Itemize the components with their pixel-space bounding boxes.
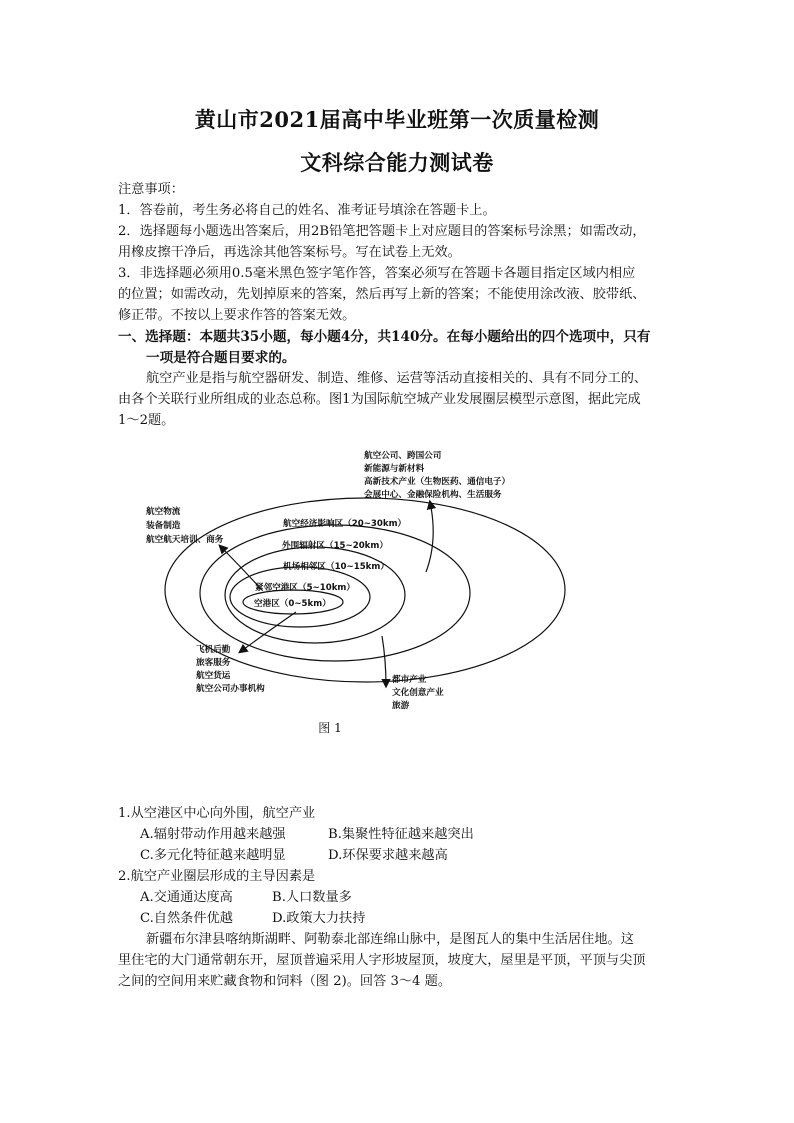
note-item: 的位置；如需改动，先划掉原来的答案，然后再写上新的答案；不能使用涂改液、胶带纸、 [118, 287, 646, 302]
top-right-item: 高新技术产业（生物医药、通信电子） [364, 477, 511, 487]
option: C.多元化特征越来越明显 [140, 848, 286, 863]
left-item: 航空航天培训、商务 [146, 535, 224, 545]
intro-paragraph: 航空产业是指与航空器研发、制造、维修、运营等活动直接相关的、具有不同分工的、 [146, 371, 648, 386]
top-right-item: 新能源与新材料 [364, 464, 425, 474]
option: B.集聚性特征越来越突出 [328, 827, 474, 842]
zone-label: 机场相邻区（10~15km） [283, 562, 389, 572]
notes-heading: 注意事项： [118, 182, 184, 197]
note-item: 2．选择题每小题选出答案后，用2B铅笔把答题卡上对应题目的答案标号涂黑；如需改动， [118, 224, 646, 239]
option: D.环保要求越来越高 [328, 848, 448, 863]
bottom-left-item: 航空货运 [196, 671, 231, 681]
option: D.政策大力扶持 [272, 911, 366, 926]
passage-paragraph: 之间的空间用来贮藏食物和饲料（图 2)。回答 3～4 题。 [118, 974, 452, 989]
option: A.辐射带动作用越来越强 [140, 827, 286, 842]
bottom-right-item: 旅游 [392, 701, 410, 711]
question-stem: 2.航空产业圈层形成的主导因素是 [118, 869, 316, 884]
note-item: 修正带。不按以上要求作答的答案无效。 [118, 308, 356, 323]
option: B.人口数量多 [272, 890, 352, 905]
top-right-item: 会展中心、金融保险机构、生活服务 [364, 490, 502, 500]
bottom-right-item: 文化创意产业 [392, 688, 444, 698]
left-item: 航空物流 [146, 507, 181, 517]
option: C.自然条件优越 [140, 911, 233, 926]
passage-paragraph: 里住宅的大门通常朝东开，屋顶普遍采用人字形坡屋顶，坡度大，屋里是平顶，平顶与尖顶 [118, 953, 646, 968]
arrow-to-top-right [426, 502, 433, 572]
intro-paragraph: 1～2题。 [118, 413, 175, 428]
note-item: 用橡皮擦干净后，再选涂其他答案标号。写在试卷上无效。 [118, 245, 461, 260]
page-title-line2: 文科综合能力测试卷 [300, 150, 494, 175]
question-stem: 1.从空港区中心向外围，航空产业 [118, 806, 316, 821]
arrow-to-bottom-right [382, 636, 386, 686]
section-heading: 一、选择题：本题共35小题，每小题4分，共140分。在每小题给出的四个选项中，只有 [118, 329, 651, 345]
option: A.交通通达度高 [140, 890, 233, 905]
section-heading-cont: 一项是符合题目要求的。 [146, 350, 296, 366]
zone-ring-1 [230, 567, 370, 627]
zone-label: 空港区（0~5km） [254, 599, 331, 609]
intro-paragraph: 由各个关联行业所组成的业态总称。图1为国际航空城产业发展圈层模型示意图，据此完成 [118, 392, 641, 407]
top-right-item: 航空公司、跨国公司 [364, 451, 442, 461]
page-title-line1: 黄山市2021届高中毕业班第一次质量检测 [194, 107, 600, 132]
figure-caption: 图 1 [318, 721, 342, 735]
arrow-to-bottom-left [240, 612, 296, 652]
zone-label: 外围辐射区（15~20km） [282, 541, 388, 551]
zone-label: 紧邻空港区（5~10km） [255, 583, 355, 593]
arrow-to-left [220, 546, 262, 590]
note-item: 3．非选择题必须用0.5毫米黑色签字笔作答，答案必须写在答题卡各题目指定区域内相应 [118, 266, 636, 281]
note-item: 1．答卷前，考生务必将自己的姓名、准考证号填涂在答题卡上。 [118, 203, 496, 218]
bottom-left-item: 航空公司办事机构 [196, 684, 265, 694]
bottom-left-item: 旅客服务 [196, 658, 231, 668]
bottom-right-item: 都市产业 [392, 675, 427, 685]
passage-paragraph: 新疆布尔津县喀纳斯湖畔、阿勒泰北部连绵山脉中，是图瓦人的集中生活居住地。这 [146, 932, 634, 947]
zone-label: 航空经济影响区（20~30km） [283, 519, 407, 529]
industry-circle-diagram [120, 440, 680, 750]
left-item: 装备制造 [146, 521, 181, 531]
bottom-left-item: 飞机后勤 [196, 645, 231, 655]
